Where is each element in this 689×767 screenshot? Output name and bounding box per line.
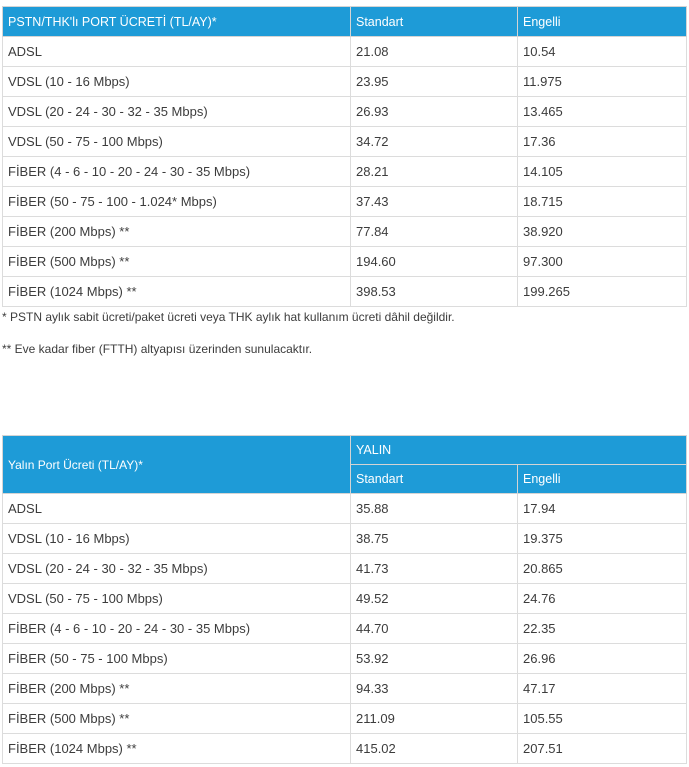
cell-disabled-price: 97.300 <box>518 247 687 277</box>
cell-service: ADSL <box>3 494 351 524</box>
column-header-service: Yalın Port Ücreti (TL/AY)* <box>3 436 351 494</box>
cell-standard-price: 53.92 <box>351 644 518 674</box>
cell-service: FİBER (200 Mbps) ** <box>3 674 351 704</box>
cell-disabled-price: 10.54 <box>518 37 687 67</box>
cell-service: VDSL (10 - 16 Mbps) <box>3 67 351 97</box>
column-header-service: PSTN/THK'lı PORT ÜCRETİ (TL/AY)* <box>3 7 351 37</box>
cell-standard-price: 21.08 <box>351 37 518 67</box>
cell-service: VDSL (50 - 75 - 100 Mbps) <box>3 127 351 157</box>
table-row <box>3 584 687 614</box>
column-header-disabled: Engelli <box>518 7 687 37</box>
cell-service: FİBER (50 - 75 - 100 Mbps) <box>3 644 351 674</box>
cell-standard-price: 34.72 <box>351 127 518 157</box>
column-header-standard: Standart <box>351 465 518 494</box>
column-group-header-naked: YALIN <box>351 436 687 465</box>
cell-service: FİBER (200 Mbps) ** <box>3 217 351 247</box>
cell-service: FİBER (4 - 6 - 10 - 20 - 24 - 30 - 35 Mbps) <box>3 614 351 644</box>
cell-standard-price: 77.84 <box>351 217 518 247</box>
cell-disabled-price: 17.94 <box>518 494 687 524</box>
table-row <box>3 674 687 704</box>
cell-service: FİBER (50 - 75 - 100 - 1.024* Mbps) <box>3 187 351 217</box>
table-row <box>3 614 687 644</box>
table-header-row <box>3 436 687 465</box>
cell-standard-price: 398.53 <box>351 277 518 307</box>
cell-disabled-price: 24.76 <box>518 584 687 614</box>
cell-disabled-price: 38.920 <box>518 217 687 247</box>
table-row <box>3 494 687 524</box>
column-header-standard: Standart <box>351 7 518 37</box>
cell-service: FİBER (500 Mbps) ** <box>3 247 351 277</box>
cell-disabled-price: 11.975 <box>518 67 687 97</box>
cell-service: VDSL (20 - 24 - 30 - 32 - 35 Mbps) <box>3 97 351 127</box>
cell-standard-price: 28.21 <box>351 157 518 187</box>
table-row <box>3 217 687 247</box>
cell-disabled-price: 17.36 <box>518 127 687 157</box>
cell-disabled-price: 18.715 <box>518 187 687 217</box>
table-row <box>3 157 687 187</box>
cell-service: VDSL (10 - 16 Mbps) <box>3 524 351 554</box>
footnote-pstn-fee: * PSTN aylık sabit ücreti/paket ücreti veya THK aylık hat kullanım ücreti dâhil değildir. <box>2 310 455 324</box>
cell-standard-price: 211.09 <box>351 704 518 734</box>
table-header-row <box>3 7 687 37</box>
table-row <box>3 187 687 217</box>
table-row <box>3 277 687 307</box>
cell-disabled-price: 207.51 <box>518 734 687 764</box>
cell-standard-price: 38.75 <box>351 524 518 554</box>
table-row <box>3 524 687 554</box>
cell-disabled-price: 13.465 <box>518 97 687 127</box>
table-row <box>3 644 687 674</box>
cell-service: FİBER (1024 Mbps) ** <box>3 734 351 764</box>
naked-port-price-table <box>2 435 687 764</box>
table-row <box>3 704 687 734</box>
column-header-disabled: Engelli <box>518 465 687 494</box>
cell-disabled-price: 19.375 <box>518 524 687 554</box>
cell-standard-price: 94.33 <box>351 674 518 704</box>
cell-service: VDSL (20 - 24 - 30 - 32 - 35 Mbps) <box>3 554 351 584</box>
cell-disabled-price: 47.17 <box>518 674 687 704</box>
footnote-ftth: ** Eve kadar fiber (FTTH) altyapısı üzerinden sunulacaktır. <box>2 342 313 356</box>
cell-standard-price: 44.70 <box>351 614 518 644</box>
table-row <box>3 247 687 277</box>
table-row <box>3 734 687 764</box>
table-row <box>3 67 687 97</box>
table-row <box>3 97 687 127</box>
cell-standard-price: 41.73 <box>351 554 518 584</box>
cell-service: VDSL (50 - 75 - 100 Mbps) <box>3 584 351 614</box>
cell-standard-price: 26.93 <box>351 97 518 127</box>
table-row <box>3 127 687 157</box>
cell-disabled-price: 26.96 <box>518 644 687 674</box>
cell-service: FİBER (500 Mbps) ** <box>3 704 351 734</box>
cell-standard-price: 49.52 <box>351 584 518 614</box>
cell-standard-price: 37.43 <box>351 187 518 217</box>
cell-service: FİBER (1024 Mbps) ** <box>3 277 351 307</box>
cell-disabled-price: 22.35 <box>518 614 687 644</box>
cell-standard-price: 23.95 <box>351 67 518 97</box>
cell-disabled-price: 199.265 <box>518 277 687 307</box>
cell-service: ADSL <box>3 37 351 67</box>
table-row <box>3 37 687 67</box>
cell-disabled-price: 105.55 <box>518 704 687 734</box>
cell-disabled-price: 20.865 <box>518 554 687 584</box>
cell-standard-price: 415.02 <box>351 734 518 764</box>
cell-disabled-price: 14.105 <box>518 157 687 187</box>
cell-standard-price: 35.88 <box>351 494 518 524</box>
cell-service: FİBER (4 - 6 - 10 - 20 - 24 - 30 - 35 Mbps) <box>3 157 351 187</box>
table-row <box>3 554 687 584</box>
pstn-port-price-table <box>2 6 687 307</box>
cell-standard-price: 194.60 <box>351 247 518 277</box>
